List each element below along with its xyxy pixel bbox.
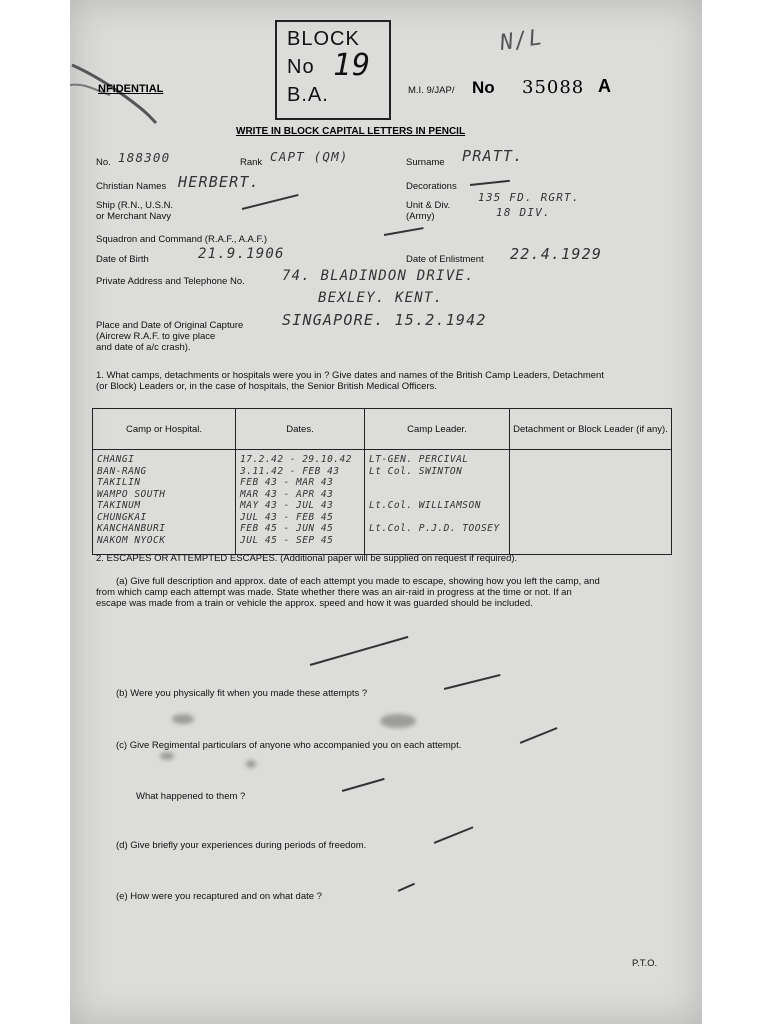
- no-label: No: [472, 78, 495, 97]
- camp-column: [93, 450, 236, 555]
- camp-entry: BAN-RANG: [97, 465, 147, 477]
- q2a-line-3: escape was made from a train or vehicle the approx. speed and how it was guarded should be included.: [96, 598, 533, 609]
- leader-entry: Lt.Col. WILLIAMSON: [369, 500, 481, 511]
- header-detachment: Detachment or Block Leader (if any).: [510, 409, 672, 450]
- ink-stain: [172, 714, 194, 724]
- header-dates: Dates.: [236, 409, 365, 450]
- rank-label: Rank: [240, 157, 263, 168]
- confidential-label: NFIDENTIAL: [98, 83, 164, 95]
- squadron-label: Squadron and Command (R.A.F., A.A.F.): [96, 234, 268, 245]
- camp-entry: WAMPO SOUTH: [97, 488, 166, 500]
- leader-entry: LT-GEN. PERCIVAL: [369, 454, 469, 465]
- leader-entry: Lt.Col. P.J.D. TOOSEY: [369, 523, 500, 534]
- header-camp: Camp or Hospital.: [93, 409, 236, 450]
- decorations-label: Decorations: [406, 181, 457, 192]
- address-line-1: 74. BLADINDON DRIVE.: [282, 268, 475, 284]
- capture-label-1: Place and Date of Original Capture: [96, 320, 244, 331]
- camp-entry: NAKOM NYOCK: [97, 534, 166, 546]
- pencil-nil: N/L: [498, 25, 545, 56]
- q2b: (b) Were you physically fit when you made these attempts ?: [116, 688, 368, 699]
- date-entry: JUL 45 - SEP 45: [240, 534, 334, 546]
- leader-entry: [369, 489, 505, 501]
- q2a-line-1: (a) Give full description and approx. date of each attempt you made to escape, showing how you left the camp, and: [116, 576, 600, 587]
- stamp-number: 19: [333, 48, 372, 83]
- instruction-heading: WRITE IN BLOCK CAPITAL LETTERS IN PENCIL: [236, 126, 466, 137]
- capture-label-2: (Aircrew R.A.F. to give place: [96, 331, 216, 342]
- capture-label-3: and date of a/c crash).: [96, 342, 191, 353]
- dob-value: 21.9.1906: [198, 246, 285, 262]
- no-field-label: No.: [96, 157, 111, 168]
- serial-number: 35088: [522, 77, 585, 98]
- capture-value: SINGAPORE. 15.2.1942: [282, 311, 487, 329]
- camps-table: [92, 408, 672, 555]
- christian-names-label: Christian Names: [96, 181, 167, 192]
- leader-entry: Lt Col. SWINTON: [369, 465, 463, 477]
- no-field-value: 188300: [118, 150, 171, 165]
- ink-stain: [380, 714, 416, 728]
- camp-entry: CHANGI: [97, 454, 135, 465]
- mi-ref: M.I. 9/JAP/: [408, 85, 455, 96]
- ink-stain: [160, 752, 174, 760]
- camp-entry: TAKINUM: [97, 500, 141, 511]
- q2d: (d) Give briefly your experiences during periods of freedom.: [116, 840, 367, 851]
- enlistment-label: Date of Enlistment: [406, 254, 484, 265]
- enlistment-value: 22.4.1929: [510, 245, 603, 263]
- q1-line-1: 1. What camps, detachments or hospitals were you in ? Give dates and names of the British Camp Leaders, Detachment: [96, 370, 604, 381]
- q2-title: 2. ESCAPES OR ATTEMPTED ESCAPES. (Additional paper will be supplied on request if required).: [96, 553, 518, 564]
- camp-entry: CHUNGKAI: [97, 511, 147, 523]
- q2c-followup: What happened to them ?: [136, 791, 246, 802]
- date-entry: FEB 45 - JUN 45: [240, 523, 334, 534]
- leader-column: [365, 450, 510, 555]
- date-entry: 3.11.42 - FEB 43: [240, 465, 340, 477]
- ink-stain: [246, 760, 256, 768]
- leader-entry: [369, 512, 505, 524]
- stamp-no: No: [287, 56, 315, 78]
- unit-label-2: (Army): [406, 211, 435, 222]
- q2e: (e) How were you recaptured and on what date ?: [116, 891, 322, 902]
- camp-entry: TAKILIN: [97, 477, 141, 488]
- unit-label-1: Unit & Div.: [406, 200, 451, 211]
- q2c: (c) Give Regimental particulars of anyone who accompanied you on each attempt.: [116, 740, 462, 751]
- unit-value-2: 18 DIV.: [496, 206, 551, 219]
- ship-label-1: Ship (R.N., U.S.N.: [96, 200, 174, 211]
- block-stamp: [275, 20, 391, 120]
- header-leader: Camp Leader.: [365, 409, 510, 450]
- dob-label: Date of Birth: [96, 254, 149, 265]
- stamp-block: BLOCK: [287, 28, 360, 50]
- unit-value-1: 135 FD. RGRT.: [478, 191, 580, 204]
- date-entry: MAR 43 - APR 43: [240, 488, 334, 500]
- date-entry: MAY 43 - JUL 43: [240, 500, 334, 511]
- ship-label-2: or Merchant Navy: [96, 211, 171, 222]
- stamp-ba: B.A.: [287, 84, 329, 106]
- date-entry: JUL 43 - FEB 45: [240, 511, 334, 523]
- address-line-2: BEXLEY. KENT.: [318, 290, 444, 306]
- pto-label: P.T.O.: [632, 958, 658, 969]
- dates-column: [236, 450, 365, 555]
- surname-label: Surname: [406, 157, 445, 168]
- detachment-column: [510, 450, 672, 555]
- leader-entry: [369, 477, 505, 489]
- address-label: Private Address and Telephone No.: [96, 276, 245, 287]
- camp-entry: KANCHANBURI: [97, 523, 166, 534]
- christian-names-value: HERBERT.: [178, 173, 260, 191]
- leader-entry: [369, 535, 505, 547]
- q1-line-2: (or Block) Leaders or, in the case of hospitals, the Senior British Medical Officers.: [96, 381, 437, 392]
- serial-suffix: A: [598, 76, 611, 96]
- date-entry: 17.2.42 - 29.10.42: [240, 454, 352, 465]
- rank-value: CAPT (QM): [270, 149, 349, 164]
- q2a-line-2: from which camp each attempt was made. State whether there was an air-raid in progress at the time or not. If an: [96, 587, 572, 598]
- surname-value: PRATT.: [462, 147, 524, 165]
- date-entry: FEB 43 - MAR 43: [240, 477, 334, 488]
